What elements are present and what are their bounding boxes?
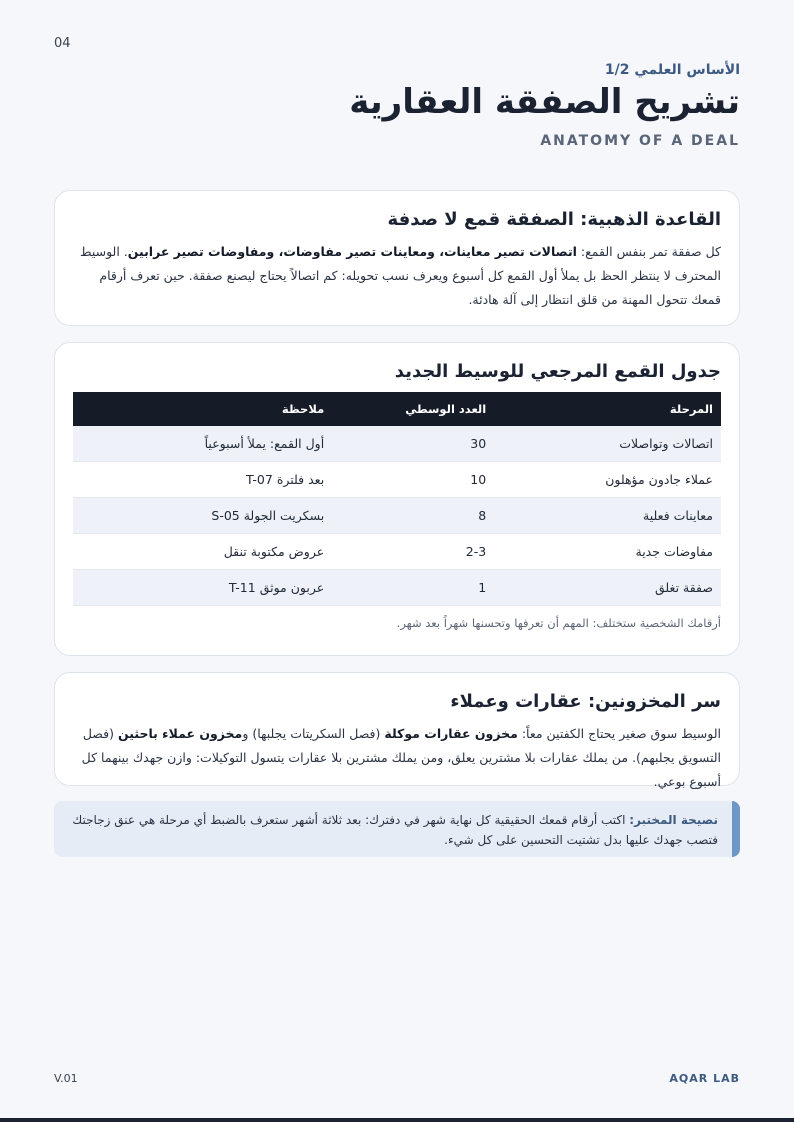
cell-stage: صفقة تغلق bbox=[494, 570, 721, 606]
golden-rule-text-1: كل صفقة تمر بنفس القمع: bbox=[576, 244, 721, 259]
page-header bbox=[349, 62, 740, 149]
inventories-bold-2: مخزون عملاء باحثين bbox=[117, 726, 243, 741]
golden-rule-title: القاعدة الذهبية: الصفقة قمع لا صدفة bbox=[387, 209, 721, 230]
table-row bbox=[73, 498, 721, 534]
golden-rule-text bbox=[73, 240, 721, 312]
column-header-count: العدد الوسطي bbox=[332, 392, 494, 426]
column-header-note: ملاحظة bbox=[73, 392, 332, 426]
golden-rule-card bbox=[54, 190, 740, 326]
two-inventories-card bbox=[54, 672, 740, 789]
cell-count: 1 bbox=[332, 570, 494, 606]
lab-tip-callout bbox=[54, 801, 740, 857]
cell-count: 30 bbox=[332, 426, 494, 462]
cell-stage: مفاوضات جدية bbox=[494, 534, 721, 570]
cell-note: عروض مكتوبة تنقل bbox=[73, 534, 332, 570]
section-kicker: الأساس العلمي 1/2 bbox=[604, 62, 740, 78]
inventories-text-1: الوسيط سوق صغير يحتاج الكفتين معاً: bbox=[517, 726, 721, 741]
cell-stage: معاينات فعلية bbox=[494, 498, 721, 534]
version-label: V.01 bbox=[54, 1072, 78, 1085]
inventories-bold-1: مخزون عقارات موكلة bbox=[384, 726, 518, 741]
page-title: تشريح الصفقة العقارية bbox=[349, 82, 740, 122]
cell-stage: عملاء جادون مؤهلون bbox=[494, 462, 721, 498]
page-subtitle: ANATOMY OF A DEAL bbox=[540, 133, 740, 150]
funnel-table-card bbox=[54, 342, 740, 656]
golden-rule-text-2: . الوسيط المحترف لا ينتظر الحظ بل يملأ أول القمع كل أسبوع ويعرف نسب تحويله: كم اتصالاً يحتاج ليصنع صفقة. حين تعرف أرقام قمعك تتحول المهنة من قلق انتظار إلى آلة هادئة. bbox=[79, 244, 721, 307]
tip-text: اكتب أرقام قمعك الحقيقية كل نهاية شهر في دفترك: بعد ثلاثة أشهر ستعرف بالضبط أي مرحلة هي عنق زجاجتك فتصب جهدك عليها بدل تشتيت التحسين على كل شيء. bbox=[72, 813, 718, 847]
table-row bbox=[73, 534, 721, 570]
table-footnote: أرقامك الشخصية ستختلف: المهم أن تعرفها وتحسنها شهراً بعد شهر. bbox=[396, 616, 721, 630]
inventories-text-3: (فصل التسويق يجلبهم). من يملك عقارات بلا مشترين يعلق، ومن يملك مشترين بلا عقارات يتسول التوكيلات: وازن جهدك بينهما كل أسبوع بوعي. bbox=[81, 726, 721, 789]
tip-label: نصيحة المختبر: bbox=[629, 813, 718, 827]
table-row bbox=[73, 570, 721, 606]
funnel-table bbox=[73, 392, 721, 606]
brand-label: AQAR LAB bbox=[669, 1072, 740, 1085]
table-row bbox=[73, 426, 721, 462]
bottom-rule bbox=[0, 1118, 794, 1122]
cell-count: 8 bbox=[332, 498, 494, 534]
inventories-text-2: (فصل السكريتات يجلبها) و bbox=[242, 726, 385, 741]
cell-note: عربون موثق T-11 bbox=[73, 570, 332, 606]
golden-rule-bold: اتصالات تصير معاينات، ومعاينات تصير مفاوضات، ومفاوضات تصير عرابين bbox=[127, 244, 577, 259]
column-header-stage: المرحلة bbox=[494, 392, 721, 426]
table-header-row bbox=[73, 392, 721, 426]
funnel-table-title: جدول القمع المرجعي للوسيط الجديد bbox=[394, 361, 721, 382]
cell-note: بعد فلترة T-07 bbox=[73, 462, 332, 498]
cell-count: 2-3 bbox=[332, 534, 494, 570]
cell-stage: اتصالات وتواصلات bbox=[494, 426, 721, 462]
cell-note: بسكريت الجولة S-05 bbox=[73, 498, 332, 534]
page-number: 04 bbox=[54, 36, 71, 51]
two-inventories-text bbox=[73, 722, 721, 794]
two-inventories-title: سر المخزونين: عقارات وعملاء bbox=[450, 691, 721, 712]
table-row bbox=[73, 462, 721, 498]
cell-note: أول القمع: يملأ أسبوعياً bbox=[73, 426, 332, 462]
cell-count: 10 bbox=[332, 462, 494, 498]
